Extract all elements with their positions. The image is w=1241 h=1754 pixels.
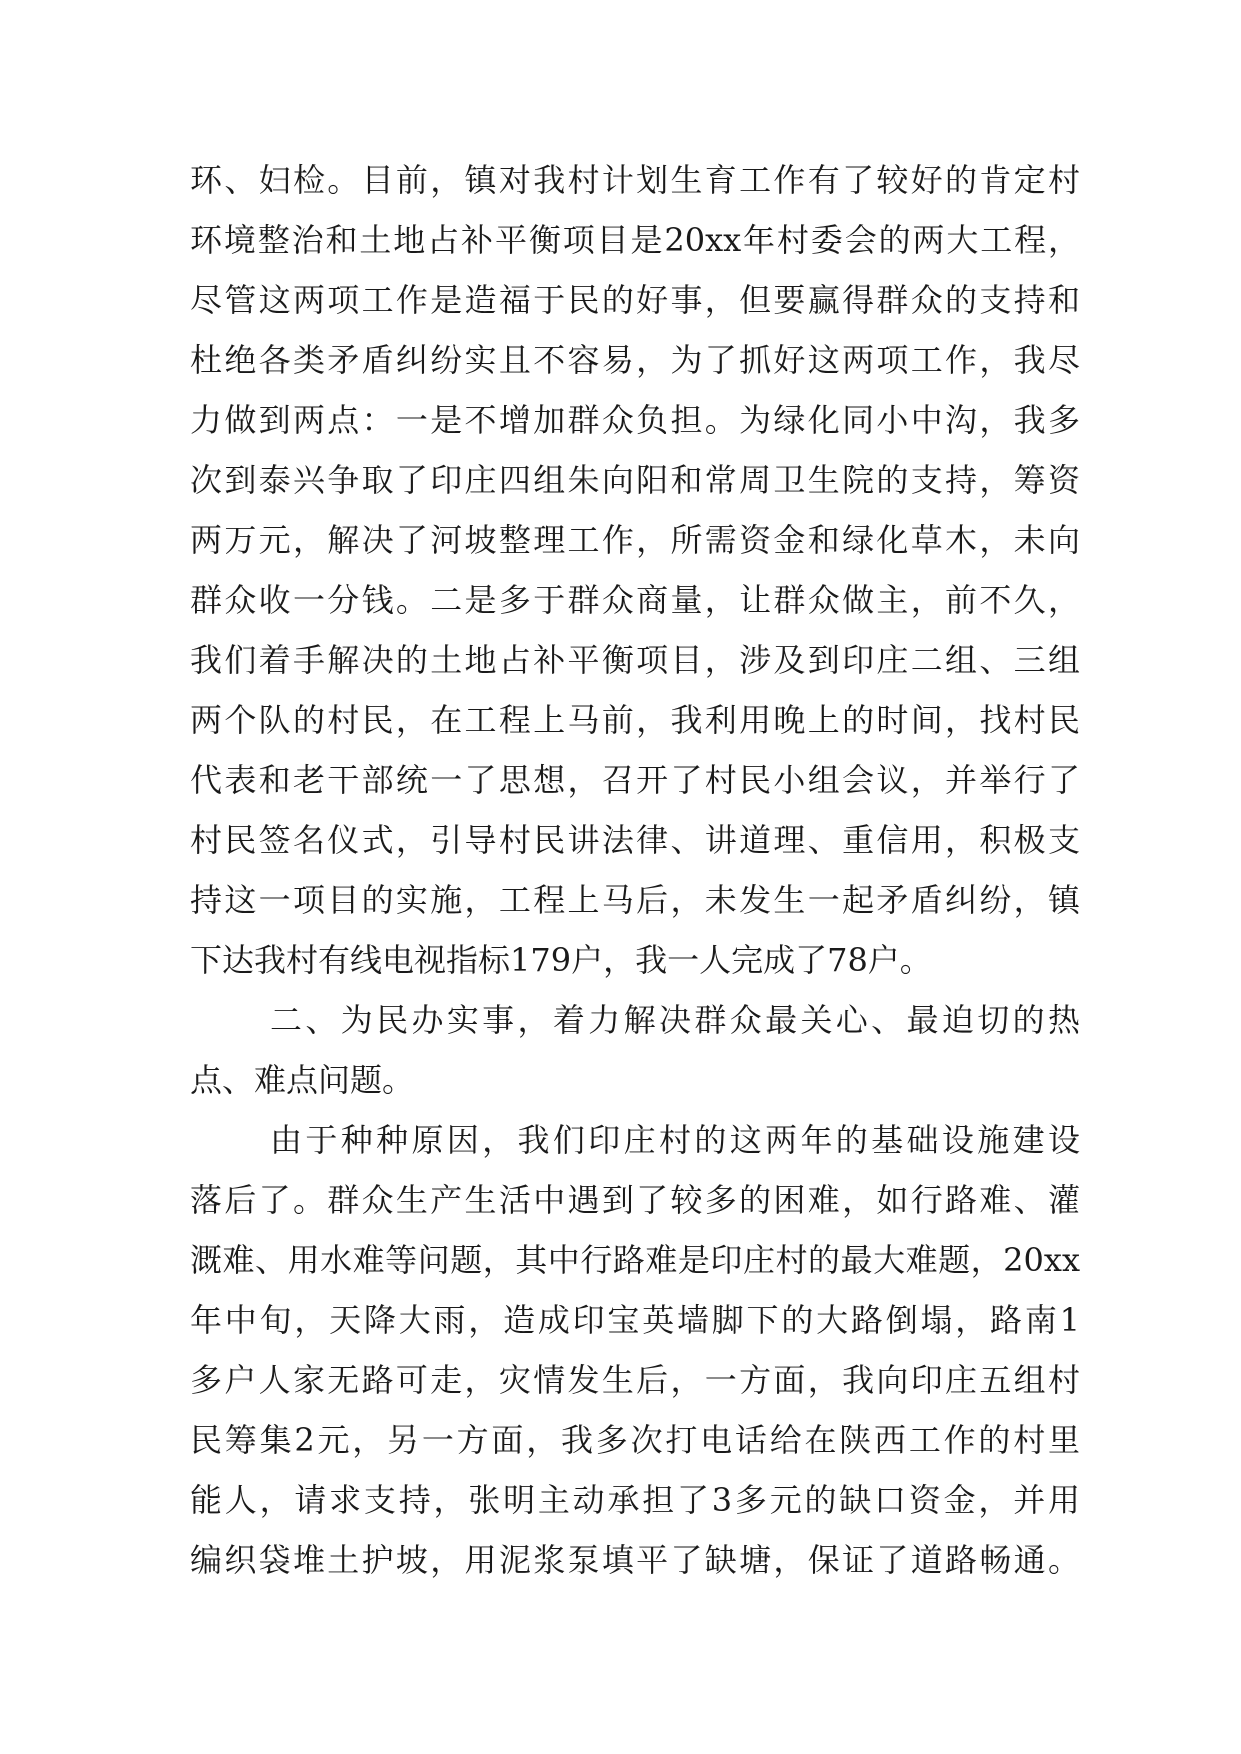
text-line: 我们着手解决的土地占补平衡项目，涉及到印庄二组、三组 [190, 641, 1080, 679]
text-line: 杜绝各类矛盾纠纷实且不容易，为了抓好这两项工作，我尽 [190, 341, 1080, 379]
text-line: 编织袋堆土护坡，用泥浆泵填平了缺塘，保证了道路畅通。 [190, 1541, 1080, 1579]
text-line: 多户人家无路可走，灾情发生后，一方面，我向印庄五组村 [190, 1361, 1080, 1399]
body-text [190, 150, 1080, 1590]
text-line: 由于种种原因，我们印庄村的这两年的基础设施建设 [270, 1121, 1080, 1159]
text-line: 环境整治和土地占补平衡项目是20xx年村委会的两大工程， [190, 221, 1080, 259]
text-line: 落后了。群众生产生活中遇到了较多的困难，如行路难、灌 [190, 1181, 1080, 1219]
text-line: 能人，请求支持，张明主动承担了3多元的缺口资金，并用 [190, 1481, 1080, 1519]
text-line: 持这一项目的实施，工程上马后，未发生一起矛盾纠纷，镇 [190, 881, 1080, 919]
text-line: 两个队的村民，在工程上马前，我利用晚上的时间，找村民 [190, 701, 1080, 739]
text-line: 民筹集2元，另一方面，我多次打电话给在陕西工作的村里 [190, 1421, 1080, 1459]
text-line: 溉难、用水难等问题，其中行路难是印庄村的最大难题，20xx [190, 1241, 1080, 1279]
section-heading-line: 点、难点问题。 [190, 1061, 415, 1099]
text-line: 次到泰兴争取了印庄四组朱向阳和常周卫生院的支持，筹资 [190, 461, 1080, 499]
text-line: 两万元，解决了河坡整理工作，所需资金和绿化草木，未向 [190, 521, 1080, 559]
text-line: 年中旬，天降大雨，造成印宝英墙脚下的大路倒塌，路南1 [190, 1301, 1080, 1339]
section-heading-line: 二、为民办实事，着力解决群众最关心、最迫切的热 [270, 1001, 1080, 1039]
text-line: 村民签名仪式，引导村民讲法律、讲道理、重信用，积极支 [190, 821, 1080, 859]
text-line: 尽管这两项工作是造福于民的好事，但要赢得群众的支持和 [190, 281, 1080, 319]
text-line: 群众收一分钱。二是多于群众商量，让群众做主，前不久， [190, 581, 1080, 619]
text-line: 环、妇检。目前，镇对我村计划生育工作有了较好的肯定村 [190, 161, 1080, 199]
text-line: 下达我村有线电视指标179户，我一人完成了78户。 [190, 941, 932, 979]
text-line: 力做到两点：一是不增加群众负担。为绿化同小中沟，我多 [190, 401, 1080, 439]
text-line: 代表和老干部统一了思想，召开了村民小组会议，并举行了 [190, 761, 1080, 799]
